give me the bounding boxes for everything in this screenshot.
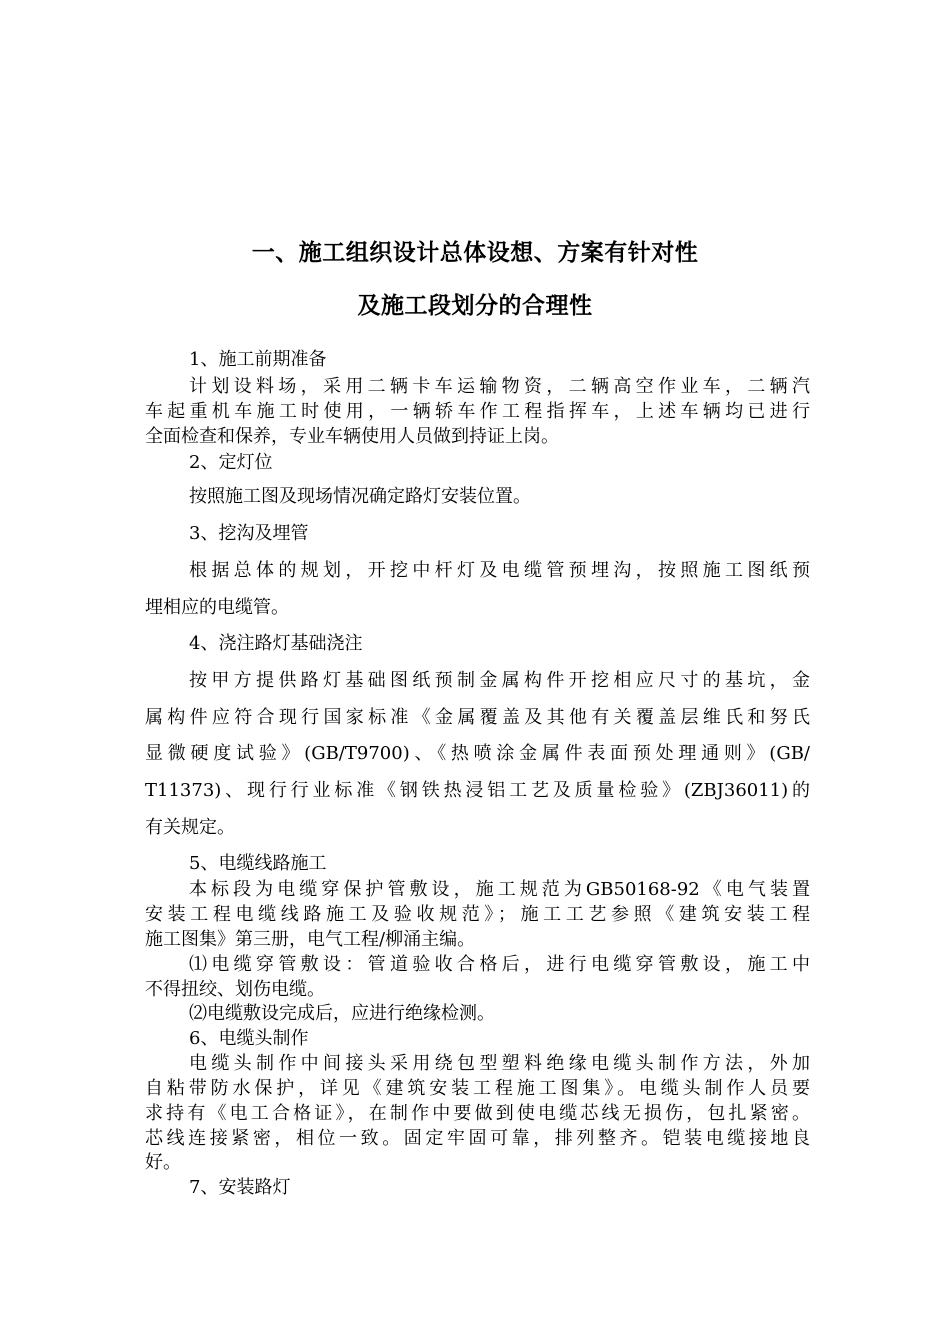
paragraph-line: ⑴电缆穿管敷设：管道验收合格后，进行电缆穿管敷设，施工中 [189, 954, 810, 975]
section-4-heading: 4、浇注路灯基础浇注 [189, 633, 363, 654]
paragraph-line: 不得扭绞、划伤电缆。 [145, 979, 325, 1000]
paragraph-line: 全面检查和保养，专业车辆使用人员做到持证上岗。 [145, 426, 559, 447]
paragraph-line: 求持有《电工合格证》，在制作中要做到使电缆芯线无损伤，包扎紧密。 [145, 1103, 810, 1124]
paragraph-line: 安装工程电缆线路施工及验收规范》；施工工艺参照《建筑安装工程 [145, 904, 810, 925]
document-title-line-2: 及施工段划分的合理性 [357, 293, 593, 319]
paragraph-line: ⑵电缆敷设完成后，应进行绝缘检测。 [189, 1003, 495, 1024]
section-1-heading: 1、施工前期准备 [189, 349, 327, 370]
section-5-heading: 5、电缆线路施工 [189, 853, 327, 874]
paragraph-line: 电缆头制作中间接头采用绕包型塑料绝缘电缆头制作方法，外加 [189, 1053, 810, 1074]
document-title-line-1: 一、施工组织设计总体设想、方案有针对性 [251, 240, 699, 266]
paragraph-line: 埋相应的电缆管。 [145, 597, 289, 618]
paragraph-line: 自粘带防水保护，详见《建筑安装工程施工图集》。电缆头制作人员要 [145, 1078, 810, 1099]
paragraph-line: 计划设料场，采用二辆卡车运输物资，二辆高空作业车，二辆汽 [189, 376, 810, 397]
section-6-heading: 6、电缆头制作 [189, 1028, 309, 1049]
section-2-heading: 2、定灯位 [189, 452, 273, 473]
paragraph-line: 施工图集》第三册，电气工程/柳涌主编。 [145, 929, 476, 950]
paragraph-line: 本标段为电缆穿保护管敷设，施工规范为GB50168-92《电气装置 [189, 879, 810, 900]
paragraph-line: T11373)、现行行业标准《钢铁热浸铝工艺及质量检验》(ZBJ36011)的 [145, 780, 810, 801]
paragraph-line: 按甲方提供路灯基础图纸预制金属构件开挖相应尺寸的基坑，金 [189, 670, 810, 691]
paragraph-line: 芯线连接紧密，相位一致。固定牢固可靠，排列整齐。铠装电缆接地良 [145, 1128, 810, 1149]
section-7-heading: 7、安装路灯 [189, 1177, 291, 1198]
paragraph-line: 按照施工图及现场情况确定路灯安装位置。 [189, 486, 531, 507]
section-3-heading: 3、挖沟及埋管 [189, 523, 309, 544]
paragraph-line: 根据总体的规划，开挖中杆灯及电缆管预埋沟，按照施工图纸预 [189, 560, 810, 581]
paragraph-line: 车起重机车施工时使用，一辆轿车作工程指挥车，上述车辆均已进行 [145, 401, 810, 422]
paragraph-line: 属构件应符合现行国家标准《金属覆盖及其他有关覆盖层维氏和努氏 [145, 707, 810, 728]
paragraph-line: 好。 [145, 1152, 181, 1173]
paragraph-line: 显微硬度试验》(GB/T9700)、《热喷涂金属件表面预处理通则》(GB/ [145, 743, 810, 764]
paragraph-line: 有关规定。 [145, 817, 235, 838]
